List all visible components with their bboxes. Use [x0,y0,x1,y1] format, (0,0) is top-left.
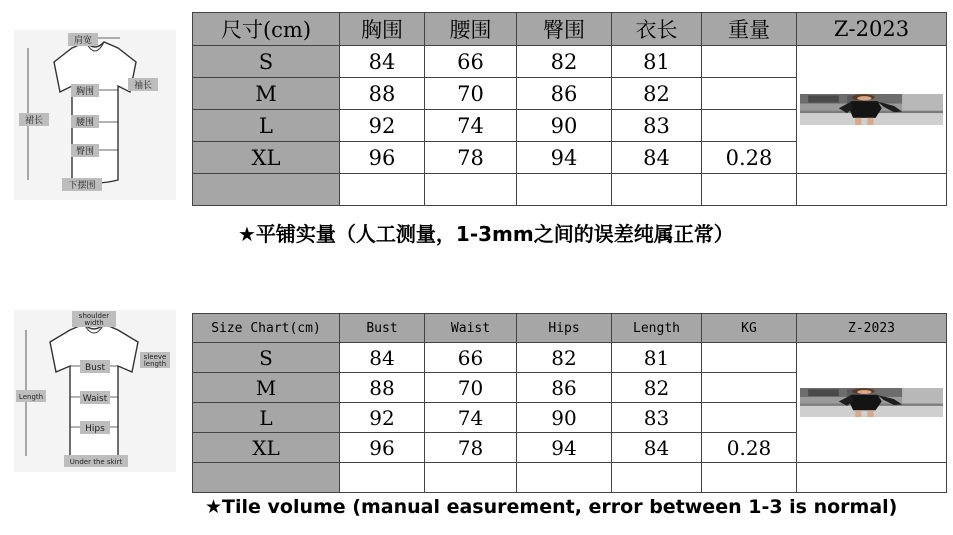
header-bust: Bust [340,314,425,343]
table-row [193,343,947,373]
size-cell: L [193,403,340,433]
empty-cell [612,463,702,493]
size-cell: M [193,373,340,403]
size-cell: XL [193,433,340,463]
header-hips: Hips [517,314,612,343]
empty-cell [517,463,612,493]
diagram-sleeve-label-2: length [143,360,167,368]
bust-cell: 96 [340,433,425,463]
bust-cell: 96 [340,142,425,174]
header-waist: 腰围 [425,13,517,46]
empty-cell [612,174,702,206]
header-size: 尺寸(cm) [193,13,340,46]
empty-cell [702,174,797,206]
size-cell: S [193,46,340,78]
header-waist: Waist [425,314,517,343]
hips-cell: 82 [517,46,612,78]
header-weight: 重量 [702,13,797,46]
diagram-waist-label: Waist [82,394,108,404]
waist-cell: 78 [425,433,517,463]
diagram-hem-label: Under the skirt [69,458,123,466]
hips-cell: 90 [517,403,612,433]
size-cell: L [193,110,340,142]
size-chart-en [192,313,947,493]
hips-cell: 94 [517,433,612,463]
measurement-note-en: ★Tile volume (manual easurement, error between 1-3 is normal) [205,496,898,518]
length-cell: 81 [612,46,702,78]
weight-cell [702,78,797,110]
hips-cell: 86 [517,373,612,403]
product-photo [797,46,947,174]
header-model: Z-2023 [797,314,947,343]
length-cell: 84 [612,142,702,174]
dress-diagram-cn [14,30,176,200]
waist-cell: 66 [425,46,517,78]
diagram-hips-label: 臀围 [75,147,95,157]
length-cell: 81 [612,343,702,373]
hips-cell: 82 [517,343,612,373]
dress-diagram-en [14,310,176,472]
diagram-bust-label: Bust [84,363,106,373]
hips-cell: 90 [517,110,612,142]
header-bust: 胸围 [340,13,425,46]
diagram-length-label: 裙长 [24,116,44,126]
diagram-shoulder-label-2: width [84,319,104,327]
header-model: Z-2023 [797,13,947,46]
weight-cell [702,110,797,142]
empty-cell [797,463,947,493]
header-length: 衣长 [612,13,702,46]
length-cell: 82 [612,78,702,110]
diagram-waist-label: 腰围 [75,118,95,128]
waist-cell: 74 [425,403,517,433]
empty-cell [340,463,425,493]
diagram-hips-label: Hips [85,424,105,434]
hips-cell: 94 [517,142,612,174]
diagram-sleeve-label: sleeve [143,353,167,361]
diagram-shoulder-label: 肩宽 [73,36,93,46]
header-weight: KG [702,314,797,343]
waist-cell: 66 [425,343,517,373]
table-row-empty [193,174,947,206]
empty-cell [797,174,947,206]
empty-cell [193,463,340,493]
header-hips: 臀围 [517,13,612,46]
table-row-empty [193,463,947,493]
length-cell: 84 [612,433,702,463]
weight-cell [702,403,797,433]
measurement-note-cn: ★平铺实量（人工测量，1-3mm之间的误差纯属正常） [238,222,734,246]
product-photo [797,343,947,463]
hips-cell: 86 [517,78,612,110]
diagram-bust-label: 胸围 [75,87,95,97]
bust-cell: 84 [340,343,425,373]
weight-cell [702,46,797,78]
empty-cell [702,463,797,493]
empty-cell [425,174,517,206]
length-cell: 83 [612,403,702,433]
table-header-row [193,13,947,46]
table-row [193,46,947,78]
header-size: Size Chart(cm) [193,314,340,343]
size-chart-cn [192,12,947,206]
size-cell: XL [193,142,340,174]
diagram-sleeve-label: 袖长 [133,81,153,91]
product-photo-icon [800,388,943,417]
weight-cell [702,343,797,373]
empty-cell [425,463,517,493]
weight-cell: 0.28 [702,142,797,174]
bust-cell: 88 [340,78,425,110]
weight-cell: 0.28 [702,433,797,463]
size-cell: S [193,343,340,373]
waist-cell: 70 [425,78,517,110]
product-photo-icon [800,94,943,125]
waist-cell: 74 [425,110,517,142]
bust-cell: 92 [340,110,425,142]
header-length: Length [612,314,702,343]
table-header-row [193,314,947,343]
bust-cell: 92 [340,403,425,433]
weight-cell [702,373,797,403]
empty-cell [517,174,612,206]
diagram-length-label: Length [18,393,44,401]
waist-cell: 78 [425,142,517,174]
bust-cell: 84 [340,46,425,78]
empty-cell [340,174,425,206]
bust-cell: 88 [340,373,425,403]
size-cell: M [193,78,340,110]
length-cell: 83 [612,110,702,142]
length-cell: 82 [612,373,702,403]
diagram-shoulder-label: shoulder [78,312,110,320]
waist-cell: 70 [425,373,517,403]
diagram-hem-label: 下摆围 [68,181,96,191]
empty-cell [193,174,340,206]
